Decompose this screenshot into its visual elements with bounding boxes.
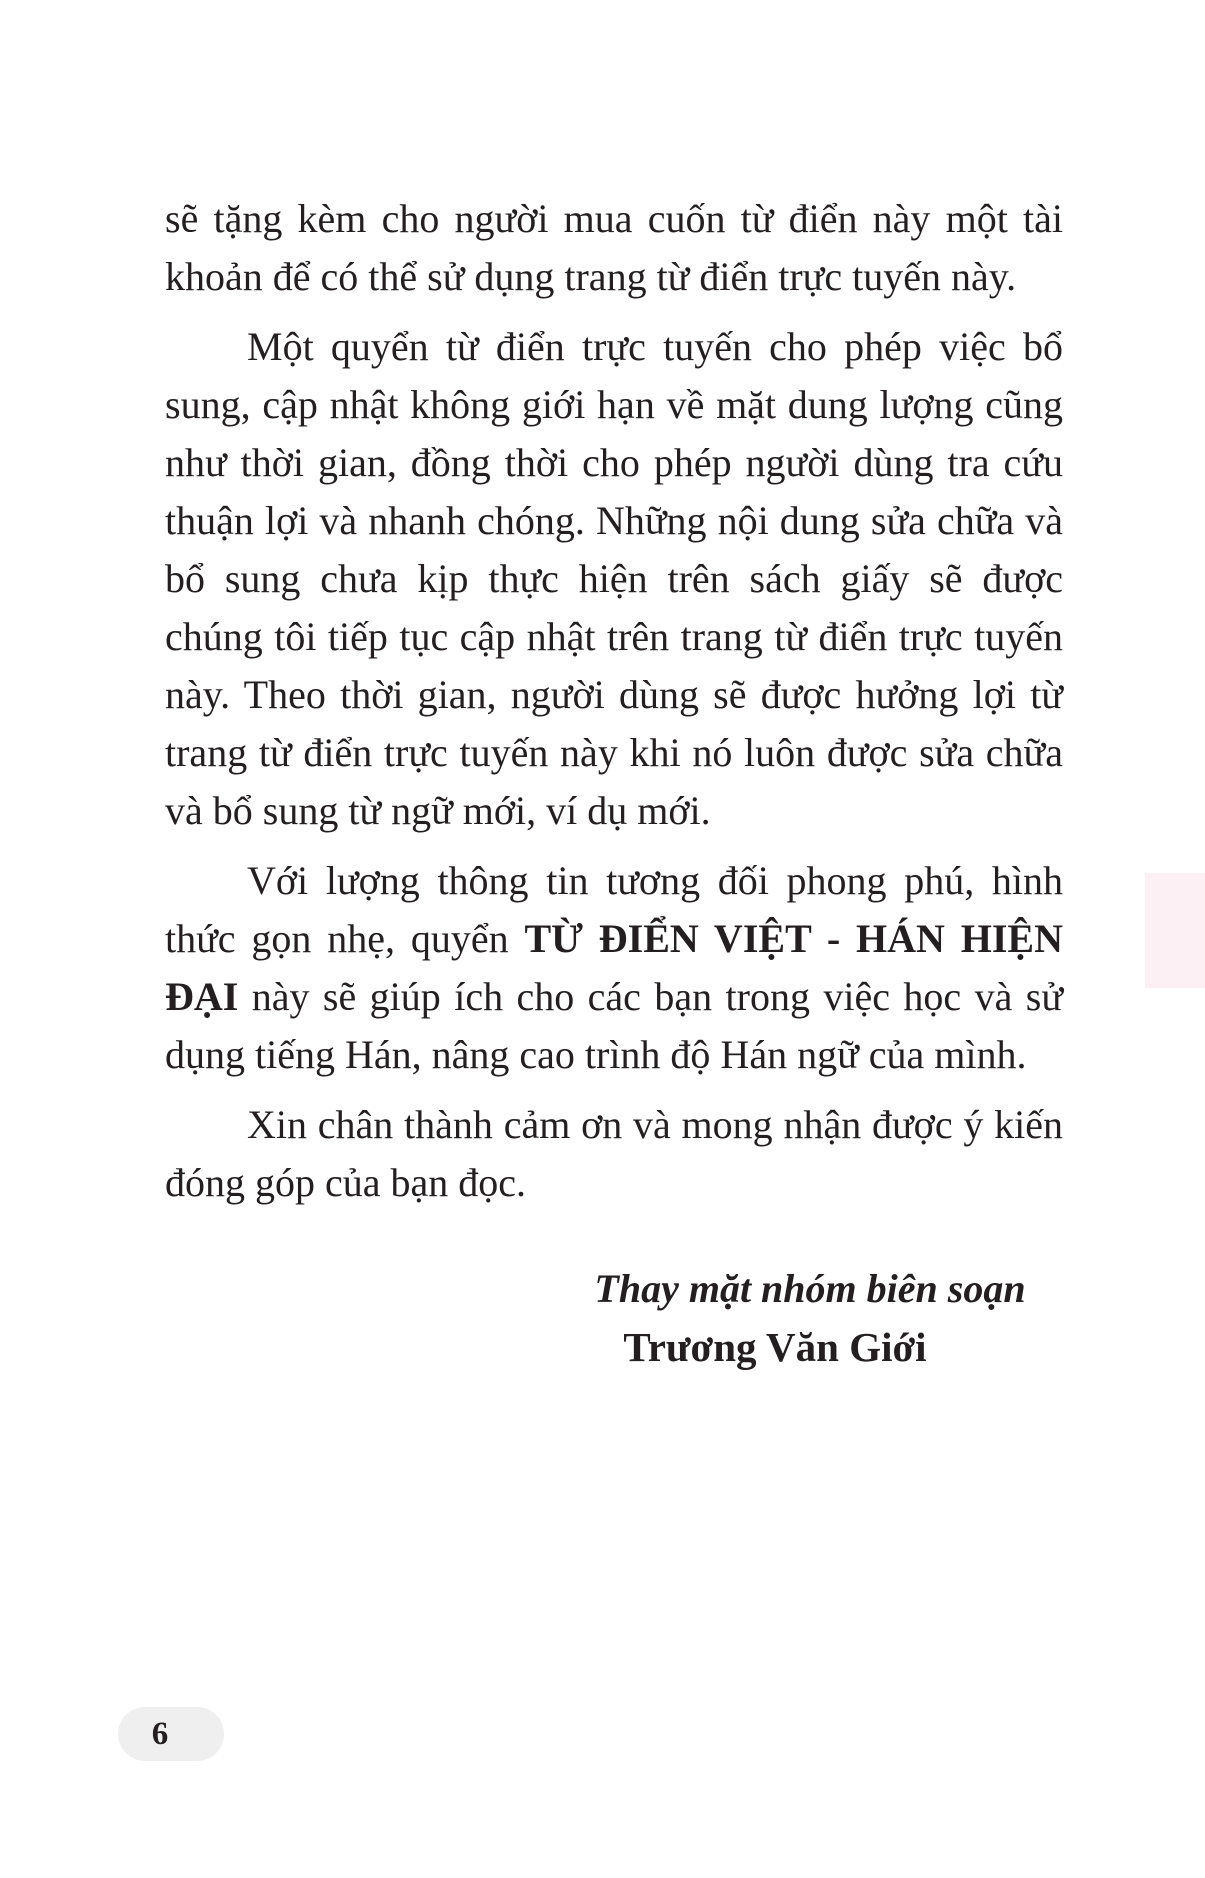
paragraph-4 [165, 1096, 1063, 1212]
signature-name: Trương Văn Giới [623, 1324, 927, 1370]
paragraph-3-text-start: Với lượng thông tin tương đối phong phú, hình thức gọn nhẹ, quyển [165, 858, 1063, 961]
paragraph-3 [165, 852, 1063, 1084]
page-number-badge [118, 1707, 224, 1761]
paragraph-4-text: Xin chân thành cảm ơn và mong nhận được ý kiến đóng góp của bạn đọc. [165, 1102, 1063, 1205]
paragraph-1 [165, 190, 1063, 306]
paragraph-1-text: sẽ tặng kèm cho người mua cuốn từ điển này một tài khoản để có thể sử dụng trang từ điển trực tuyến này. [165, 196, 1063, 299]
body-text [165, 190, 1063, 1212]
signature-block [560, 1260, 1060, 1376]
signature-role: Thay mặt nhóm biên soạn [594, 1266, 1026, 1311]
paragraph-2 [165, 318, 1063, 840]
side-thumb-tab [1145, 873, 1205, 988]
page-number: 6 [151, 1716, 169, 1752]
paragraph-2-text: Một quyển từ điển trực tuyến cho phép việc bổ sung, cập nhật không giới hạn về mặt dung lượng cũng như thời gian, đồng thời cho phép người dùng tra cứu thuận lợi và nhanh chóng. Những nội dung sửa chữa và bổ sung chưa kịp thực hiện trên sách giấy sẽ được chúng tôi tiếp tục cập nhật trên trang từ điển trực tuyến này. Theo thời gian, người dùng sẽ được hưởng lợi từ trang từ điển trực tuyến này khi nó luôn được sửa chữa và bổ sung từ ngữ mới, ví dụ mới. [165, 324, 1063, 833]
paragraph-3-text-end: này sẽ giúp ích cho các bạn trong việc học và sử dụng tiếng Hán, nâng cao trình độ Hán ngữ của mình. [165, 974, 1063, 1077]
dictionary-title: TỪ ĐIỂN VIỆT - HÁN HIỆN ĐẠI [165, 916, 1064, 1019]
